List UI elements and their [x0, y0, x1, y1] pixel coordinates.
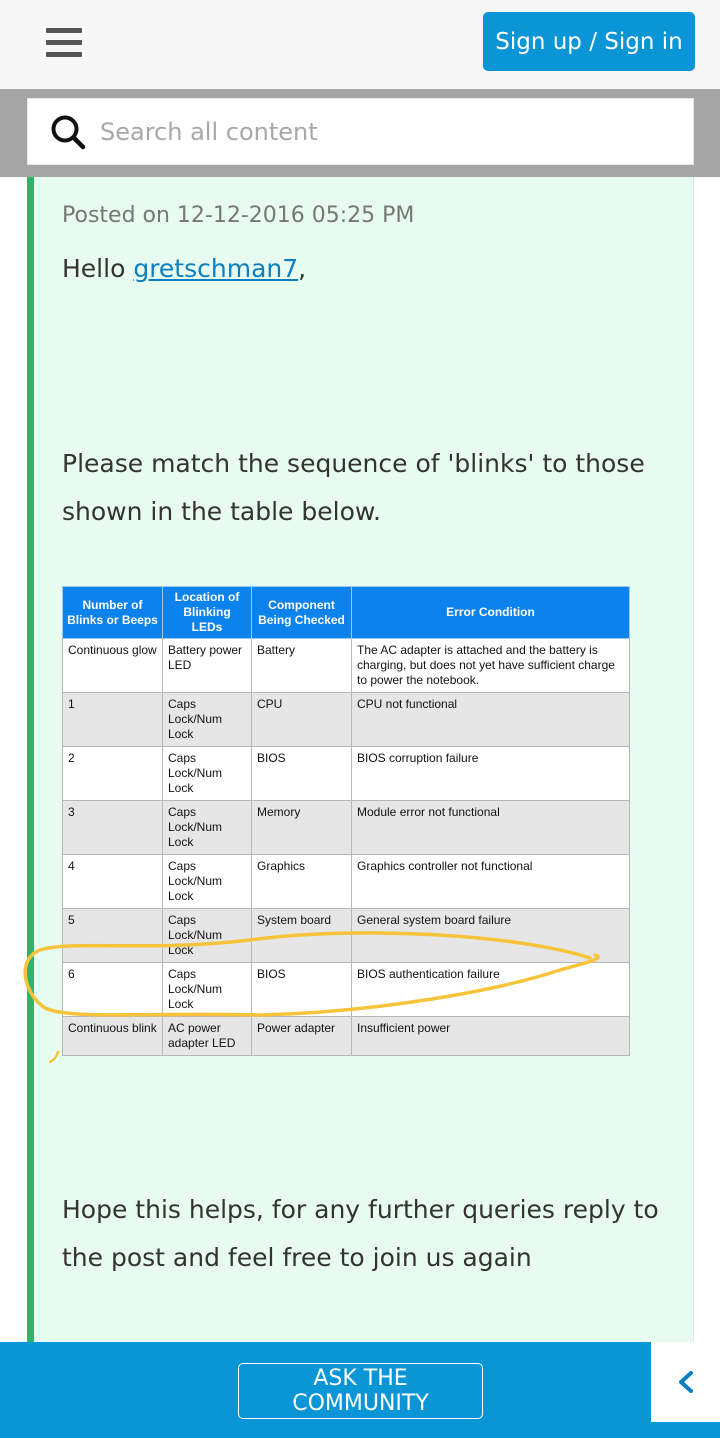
- table-cell: BIOS corruption failure: [352, 747, 630, 801]
- table-cell: Graphics controller not functional: [352, 855, 630, 909]
- table-row: [63, 747, 630, 801]
- ask-community-button[interactable]: ASK THE COMMUNITY: [238, 1363, 483, 1419]
- table-cell: Graphics: [252, 855, 352, 909]
- sign-in-button[interactable]: Sign up / Sign in: [483, 12, 695, 71]
- table-row: [63, 855, 630, 909]
- table-row: [63, 909, 630, 963]
- post-paragraph-2: Hope this helps, for any further queries reply to the post and feel free to join us again: [62, 1195, 659, 1272]
- table-cell: CPU not functional: [352, 693, 630, 747]
- table-cell: 4: [63, 855, 163, 909]
- table-cell: General system board failure: [352, 909, 630, 963]
- table-row-highlighted: [63, 963, 630, 1017]
- table-header: Component Being Checked: [252, 587, 352, 639]
- table-cell: Caps Lock/Num Lock: [163, 801, 252, 855]
- table-cell: 1: [63, 693, 163, 747]
- post-paragraph-1: Please match the sequence of 'blinks' to those shown in the table below.: [62, 449, 645, 526]
- table-cell: Module error not functional: [352, 801, 630, 855]
- table-cell: Battery power LED: [163, 639, 252, 693]
- username-link[interactable]: gretschman7: [133, 254, 299, 283]
- table-row: [63, 693, 630, 747]
- table-cell: Continuous blink: [63, 1017, 163, 1056]
- table-cell: Caps Lock/Num Lock: [163, 747, 252, 801]
- top-header: [0, 0, 720, 90]
- table-header: Number of Blinks or Beeps: [63, 587, 163, 639]
- table-cell: BIOS authentication failure: [352, 963, 630, 1017]
- hamburger-menu-icon[interactable]: [46, 28, 82, 60]
- table-cell: Caps Lock/Num Lock: [163, 693, 252, 747]
- table-header: Location of Blinking LEDs: [163, 587, 252, 639]
- chevron-left-icon: [675, 1369, 697, 1395]
- post-greeting: Hello gretschman7,: [62, 254, 307, 283]
- table-cell: BIOS: [252, 747, 352, 801]
- table-cell: System board: [252, 909, 352, 963]
- error-code-table: [62, 586, 630, 1056]
- table-cell: Memory: [252, 801, 352, 855]
- table-cell: Power adapter: [252, 1017, 352, 1056]
- table-header: Error Condition: [352, 587, 630, 639]
- table-cell: The AC adapter is attached and the battery is charging, but does not yet have sufficient charge to power the notebook.: [352, 639, 630, 693]
- table-row: [63, 639, 630, 693]
- table-row: [63, 1017, 630, 1056]
- table-cell: 5: [63, 909, 163, 963]
- table-cell: Insufficient power: [352, 1017, 630, 1056]
- table-cell: 3: [63, 801, 163, 855]
- table-cell: Continuous glow: [63, 639, 163, 693]
- post-date: Posted on 12-12-2016 05:25 PM: [62, 203, 415, 228]
- back-button[interactable]: [651, 1342, 720, 1422]
- table-cell: 6: [63, 963, 163, 1017]
- table-cell: AC power adapter LED: [163, 1017, 252, 1056]
- search-input[interactable]: [98, 110, 682, 154]
- search-icon[interactable]: [50, 114, 86, 150]
- table-cell: CPU: [252, 693, 352, 747]
- table-cell: Battery: [252, 639, 352, 693]
- table-cell: 2: [63, 747, 163, 801]
- table-cell: Caps Lock/Num Lock: [163, 855, 252, 909]
- table-cell: Caps Lock/Num Lock: [163, 909, 252, 963]
- table-row: [63, 801, 630, 855]
- table-cell: Caps Lock/Num Lock: [163, 963, 252, 1017]
- table-cell: BIOS: [252, 963, 352, 1017]
